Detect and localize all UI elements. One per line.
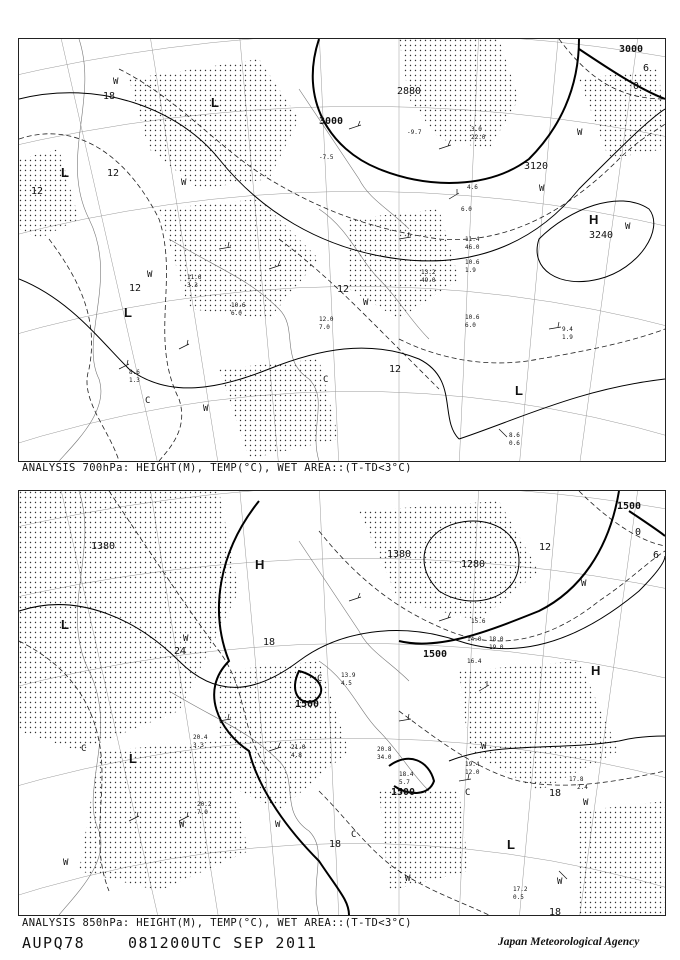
cold-marker: C: [145, 396, 151, 406]
bulletin-code: AUPQ78: [22, 934, 86, 952]
high-center-symbol: H: [591, 663, 601, 678]
height-label: 3240: [589, 230, 614, 241]
obs-value: -9.7: [407, 129, 422, 136]
chart-caption-850hpa: ANALYSIS 850hPa: HEIGHT(M), TEMP(°C), WET AREA::(T-TD<3°C): [22, 917, 412, 929]
obs-value: 34.0: [377, 754, 392, 761]
warm-marker: W: [203, 404, 209, 414]
obs-value: 10.6: [465, 259, 480, 266]
temp-label: 18: [263, 637, 276, 648]
low-center-symbol: L: [507, 837, 515, 852]
cold-marker: C: [323, 375, 329, 385]
warm-marker: W: [63, 858, 69, 868]
height-label: 1500: [295, 699, 320, 710]
temp-label: 24: [174, 646, 187, 657]
obs-value: 3.3: [187, 282, 198, 289]
map-700hpa: [19, 39, 665, 461]
warm-marker: W: [581, 579, 587, 589]
analysis-datetime: 081200UTC SEP 2011: [128, 934, 318, 952]
obs-value: 13.9: [341, 672, 356, 679]
height-label: 3120: [524, 161, 549, 172]
low-center-symbol: L: [61, 165, 69, 180]
temp-label: 6: [643, 63, 650, 74]
cold-marker: C: [317, 674, 323, 684]
obs-value: 14.0: [467, 636, 482, 643]
obs-value: 4.5: [341, 680, 352, 687]
cold-marker: C: [351, 830, 357, 840]
temp-label: 18: [329, 839, 342, 850]
warm-marker: W: [405, 874, 411, 884]
obs-value: 7.0: [197, 809, 208, 816]
obs-value: 4.6: [467, 184, 478, 191]
temp-label: 0: [635, 527, 642, 538]
obs-value: 2.4: [577, 784, 588, 791]
warm-marker: W: [583, 798, 589, 808]
low-center-symbol: L: [515, 383, 523, 398]
obs-value: 20.2: [197, 801, 212, 808]
temp-label: 12: [337, 284, 350, 295]
temp-label: 12: [107, 168, 120, 179]
chart-panel-850hpa: [18, 490, 666, 916]
warm-marker: W: [363, 298, 369, 308]
obs-value: 9.4: [562, 326, 573, 333]
obs-value: 0.6: [509, 440, 520, 447]
obs-value: 20.4: [193, 734, 208, 741]
obs-value: 4.8: [291, 752, 302, 759]
obs-value: 19.0: [489, 644, 504, 651]
wet-area: [19, 491, 665, 915]
height-label: 1500: [391, 787, 416, 798]
chart-caption-700hpa: ANALYSIS 700hPa: HEIGHT(M), TEMP(°C), WET AREA::(T-TD<3°C): [22, 462, 412, 474]
low-center-symbol: L: [61, 617, 69, 632]
height-label: 1280: [461, 559, 486, 570]
low-center-symbol: L: [129, 751, 137, 766]
agency-name: Japan Meteorological Agency: [498, 936, 640, 948]
obs-value: 49.0: [421, 277, 436, 284]
temp-label: 18: [103, 91, 116, 102]
obs-value: 12.0: [465, 769, 480, 776]
temp-label: 12: [31, 186, 44, 197]
height-label: 1380: [387, 549, 412, 560]
height-label: 1380: [91, 541, 116, 552]
temp-label: 18: [549, 788, 562, 799]
obs-value: 13.2: [421, 269, 436, 276]
warm-marker: W: [183, 634, 189, 644]
obs-value: 1.3: [129, 377, 140, 384]
obs-value: 0.5: [513, 894, 524, 901]
obs-value: 10.6: [465, 314, 480, 321]
temp-label: 6: [653, 550, 660, 561]
low-center-symbol: L: [124, 305, 132, 320]
temp-label: 12: [129, 283, 142, 294]
temperature-labels: [31, 63, 649, 375]
height-label: 1500: [423, 649, 448, 660]
obs-value: 1.9: [465, 267, 476, 274]
pressure-centers: [61, 95, 598, 398]
obs-value: -7.5: [319, 154, 334, 161]
high-center-symbol: H: [589, 212, 599, 227]
obs-value: 8.6: [129, 369, 140, 376]
obs-value: 5.7: [399, 779, 410, 786]
chart-panel-700hpa: [18, 38, 666, 462]
cold-marker: C: [465, 788, 471, 798]
temp-label: 0: [633, 81, 640, 92]
temp-label: 12: [389, 364, 402, 375]
height-label: 1500: [617, 501, 642, 512]
map-850hpa: [19, 491, 665, 915]
warm-marker: W: [481, 742, 487, 752]
obs-value: 11.6: [187, 274, 202, 281]
obs-value: 6.0: [465, 322, 476, 329]
high-center-symbol: H: [255, 557, 265, 572]
obs-value: 20.8: [377, 746, 392, 753]
warm-marker: W: [179, 820, 185, 830]
obs-value: 8.6: [509, 432, 520, 439]
obs-value: 10.6: [231, 302, 246, 309]
obs-value: 46.0: [465, 244, 480, 251]
obs-value: 12.0: [319, 316, 334, 323]
obs-value: 11.4: [465, 236, 480, 243]
obs-value: 15.6: [471, 618, 486, 625]
obs-value: 18.0: [489, 636, 504, 643]
warm-marker: W: [147, 270, 153, 280]
temp-label: 12: [539, 542, 552, 553]
temp-label: 18: [549, 907, 562, 915]
cold-marker: C: [81, 744, 87, 754]
warm-marker: W: [539, 184, 545, 194]
warm-marker: W: [275, 820, 281, 830]
obs-value: 17.8: [569, 776, 584, 783]
obs-value: 7.0: [319, 324, 330, 331]
height-label: 3000: [319, 116, 344, 127]
obs-value: 1.9: [562, 334, 573, 341]
warm-marker: W: [113, 77, 119, 87]
obs-value: 6.0: [231, 310, 242, 317]
obs-value: 17.2: [513, 886, 528, 893]
warm-marker: W: [577, 128, 583, 138]
warm-marker: W: [625, 222, 631, 232]
obs-value: 6.0: [461, 206, 472, 213]
warm-marker: W: [181, 178, 187, 188]
obs-value: 21.0: [291, 744, 306, 751]
obs-value: 3.3: [193, 742, 204, 749]
warm-marker: W: [557, 877, 563, 887]
low-center-symbol: L: [211, 95, 219, 110]
obs-value: 18.4: [399, 771, 414, 778]
height-label: 3000: [619, 44, 644, 55]
obs-value: 16.4: [467, 658, 482, 665]
obs-value: 3.0: [471, 126, 482, 133]
obs-value: 22.0: [471, 134, 486, 141]
height-label: 2880: [397, 86, 422, 97]
obs-value: 19.4: [465, 761, 480, 768]
